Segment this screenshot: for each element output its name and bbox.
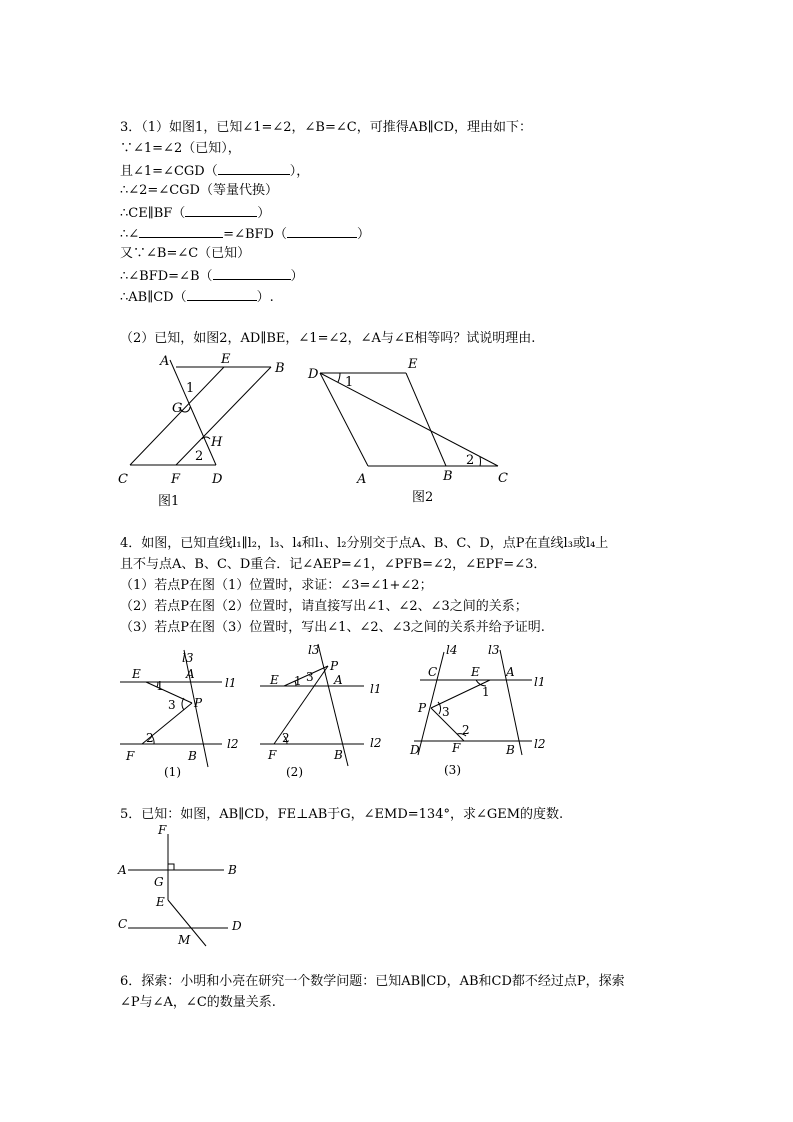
q6-line-2: ∠P与∠A，∠C的数量关系. [120,995,276,1010]
fig1-label-D: D [212,472,223,487]
figure-2 [300,352,525,507]
f4c-num-3: 3 [442,705,450,719]
fig2-label-D: D [308,367,319,382]
f4c-label-l4: l4 [446,643,458,657]
f4c-label-l2: l2 [534,737,546,751]
f4b-label-P: P [330,659,339,673]
f4b-num-3: 3 [306,670,314,684]
f5-label-A: A [118,863,127,877]
figure-1 [110,352,300,512]
q3-step-4 [120,203,270,223]
f4b-label-B: B [334,748,343,762]
f4a-label-E: E [132,667,141,681]
fig2-angle-1-arc [338,373,340,382]
fig2-num-1: 1 [345,375,354,390]
f4c-label-D: D [410,743,420,757]
fig1-label-C: C [118,472,128,487]
f4c-label-l1: l1 [534,675,546,689]
q3-blank-5[interactable] [213,266,291,280]
f5-label-D: D [232,919,242,933]
q3-step-1: ∵∠1=∠2（已知）， [120,141,241,156]
f5-label-E: E [156,895,165,909]
f4b-caption: (2) [286,765,303,779]
q4-item-3: （3）若点P在图（3）位置时，写出∠1、∠2、∠3之间的关系并给予证明. [120,620,545,635]
q4-item-1: （1）若点P在图（1）位置时，求证：∠3=∠1+∠2； [120,578,433,593]
f4a-caption: (1) [164,765,181,779]
figure-4-1 [112,642,252,782]
fig2-angle-2-arc [480,457,481,466]
fig2-caption: 图2 [412,490,434,505]
q3-step-4-pre: ∴CE∥BF（ [120,206,186,221]
f4a-num-1: 1 [156,679,164,693]
fig1-label-E: E [221,352,231,367]
q3-step-6: 又∵∠B=∠C（已知） [120,246,251,261]
q3-step-8-pre: ∴AB∥CD（ [120,290,187,305]
f4a-label-l3 [182,651,194,665]
figure-5 [112,824,262,948]
q6-line-1: 6．探索：小明和小亮在研究一个数学问题：已知AB∥CD，AB和CD都不经过点P，探索 [120,974,625,989]
q3-part-2: （2）已知，如图2，AD∥BE，∠1=∠2，∠A与∠E相等吗？试说明理由. [120,331,536,346]
q3-step-4-post: ） [257,206,271,221]
f4a-angle-3-arc [182,698,184,710]
fig2-num-2: 2 [466,453,475,468]
f4a-num-3: 3 [168,698,176,712]
q3-step-5 [120,224,370,244]
q4-line-2: 且不与点A、B、C、D重合．记∠AEP=∠1，∠PFB=∠2，∠EPF=∠3． [120,557,547,572]
fig2-line-DA [320,373,368,466]
f4b-label-A: A [334,673,343,687]
f4c-label-A: A [506,665,515,679]
q4-line-1: 4．如图，已知直线l₁∥l₂，l₃、l₄和l₁、l₂分别交于点A、B、C、D，点P在直线l₃或l₄上 [120,536,609,551]
q3-blank-2[interactable] [185,203,257,217]
q3-step-5-post: ） [356,227,370,242]
fig1-label-H: H [211,435,223,450]
q3-step-2 [120,161,309,181]
figure-4-2 [252,638,392,782]
q3-step-2-post: ）， [289,164,310,179]
q3-step-7 [120,266,304,286]
fig1-num-2: 2 [195,449,204,464]
f4b-label-E: E [270,673,279,687]
f4c-label-P: P [418,701,427,715]
f4a-label-l1: l1 [225,676,237,690]
q3-blank-6[interactable] [187,287,257,301]
q3-step-2-pre: 且∠1=∠CGD（ [120,164,218,179]
fig1-angle-2-arc [202,437,210,439]
f4c-label-E: E [471,665,480,679]
fig2-label-A: A [357,472,367,487]
f4c-num-1: 1 [482,685,490,699]
fig1-label-F: F [171,472,181,487]
fig2-label-C: C [498,471,508,486]
f4c-num-2: 2 [462,723,470,737]
f4a-label-B: B [188,749,197,763]
fig1-label-G: G [172,401,183,416]
q3-step-8-post: ）. [256,290,274,305]
f5-label-F: F [158,824,167,837]
f4a-label-A: A [186,667,195,681]
f5-label-G: G [154,875,164,889]
q3-step-8 [120,287,274,307]
f4b-label-l3: l3 [308,643,320,657]
f4c-label-B: B [506,743,515,757]
f4a-label-P: P [194,696,203,710]
q3-step-5-pre: ∴∠ [120,227,140,242]
q3-blank-1[interactable] [218,161,290,175]
q4-item-2: （2）若点P在图（2）位置时，请直接写出∠1、∠2、∠3之间的关系； [120,599,528,614]
q3-blank-4[interactable] [287,224,357,238]
f4a-label-l3-text: l3 [182,651,194,665]
f5-label-M: M [178,933,191,947]
f4c-label-l3: l3 [488,643,500,657]
q5-text: 5．已知：如图，AB∥CD，FE⊥AB于G，∠EMD=134°，求∠GEM的度数. [120,807,564,822]
q3-step-3: ∴∠2=∠CGD（等量代换） [120,183,278,198]
q3-step-7-pre: ∴∠BFD=∠B（ [120,269,213,284]
figure-4-3 [404,640,554,782]
f4c-label-C: C [428,665,438,679]
f4b-label-F: F [268,748,277,762]
f4a-num-2: 2 [146,731,154,745]
f5-label-C: C [118,917,128,931]
fig2-line-EB [406,373,446,466]
fig1-caption: 图1 [158,494,180,509]
f4b-label-l2: l2 [370,736,382,750]
f4a-label-F: F [126,749,135,763]
fig2-label-B: B [443,469,453,484]
q3-step-7-post: ） [290,269,304,284]
q3-title: 3．（1）如图1，已知∠1=∠2，∠B=∠C，可推得AB∥CD，理由如下： [120,120,533,135]
f4c-caption: (3) [444,763,461,777]
f4b-label-l1: l1 [370,682,382,696]
f4b-num-2: 2 [282,731,290,745]
q3-step-5-mid: =∠BFD（ [223,227,287,242]
f5-right-angle-mark [168,864,174,870]
fig1-label-B: B [275,361,285,376]
fig2-label-E: E [408,357,418,372]
fig1-num-1: 1 [186,381,195,396]
q3-blank-3[interactable] [139,224,223,238]
f5-label-B: B [228,863,237,877]
f4b-num-1: 1 [294,674,302,688]
fig1-label-A: A [160,354,170,369]
f4a-label-l2: l2 [227,737,239,751]
f4c-label-F: F [452,741,461,755]
